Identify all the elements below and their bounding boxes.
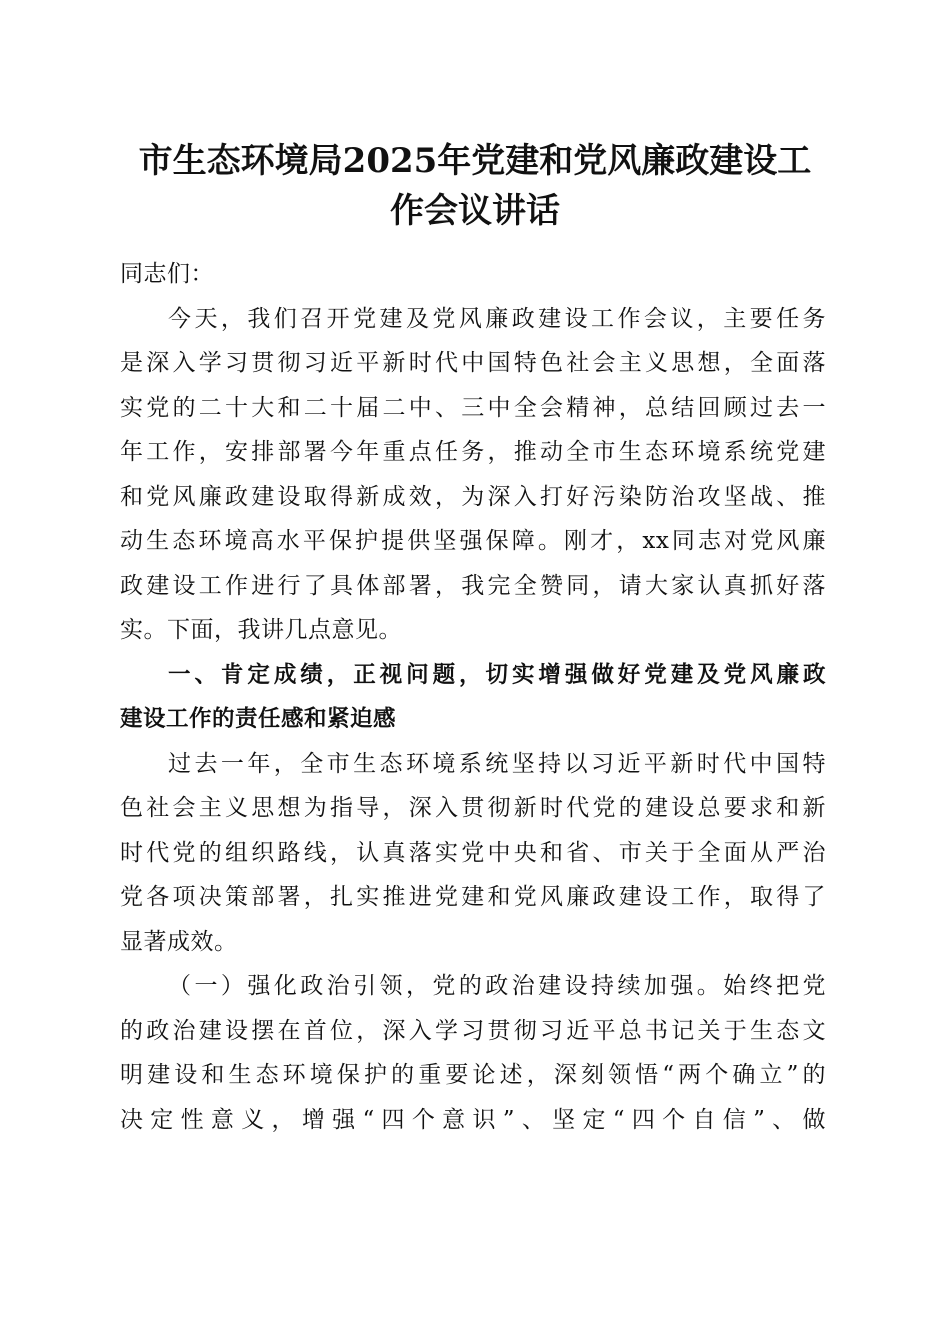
document-body [120,252,826,1142]
paragraph-political-building [120,964,826,1142]
heading-line: 一、肯定成绩，正视问题，切实增强做好党建及党风廉政 [168,661,826,688]
subsection-lead: （一）强化政治引领，党的政治建设持续加强。 [168,973,724,999]
paragraph-line: 党各项决策部署，扎实推进党建和党风廉政建设工作，取得了 [120,884,826,910]
paragraph-line: 的政治建设摆在首位，深入学习贯彻习近平总书记关于生态文 [120,1017,826,1044]
paragraph-line: 显著成效。 [120,928,238,955]
paragraph-line: 政建设工作进行了具体部署，我完全赞同，请大家认真抓好落 [120,572,826,599]
paragraph-intro [120,297,826,653]
paragraph-line: 时代党的组织路线，认真落实党中央和省、市关于全面从严治 [120,839,826,866]
section-heading-1 [120,653,826,742]
paragraph-line: 和党风廉政建设取得新成效，为深入打好污染防治攻坚战、推 [120,483,826,510]
paragraph-line: 今天，我们召开党建及党风廉政建设工作会议，主要任务 [168,305,826,332]
paragraph-line: 动生态环境高水平保护提供坚强保障。刚才，xx同志对党风廉 [120,528,826,554]
paragraph-line: 决定性意义，增强“四个意识”、坚定“四个自信”、做 [120,1106,826,1133]
subsection-text: 始终把党 [723,973,826,999]
paragraph-line: 年工作，安排部署今年重点任务，推动全市生态环境系统党建 [120,439,826,465]
paragraph-line: 实党的二十大和二十届二中、三中全会精神，总结回顾过去一 [120,394,826,421]
paragraph-line: 色社会主义思想为指导，深入贯彻新时代党的建设总要求和新 [120,795,826,821]
heading-line: 建设工作的责任感和紧迫感 [120,706,397,732]
salutation: 同志们： [120,261,214,287]
paragraph-line: 实。下面，我讲几点意见。 [120,617,402,643]
title-line-1: 市生态环境局2025年党建和党风廉政建设工 [138,141,812,181]
paragraph-line [120,964,826,1009]
paragraph-line: 是深入学习贯彻习近平新时代中国特色社会主义思想，全面落 [120,350,826,376]
paragraph-line: 过去一年，全市生态环境系统坚持以习近平新时代中国特 [168,750,826,777]
paragraph-achievements [120,742,826,965]
title-line-2: 作会议讲话 [390,191,560,231]
paragraph-line: 明建设和生态环境保护的重要论述，深刻领悟“两个确立”的 [120,1062,826,1088]
document-title [100,136,850,236]
